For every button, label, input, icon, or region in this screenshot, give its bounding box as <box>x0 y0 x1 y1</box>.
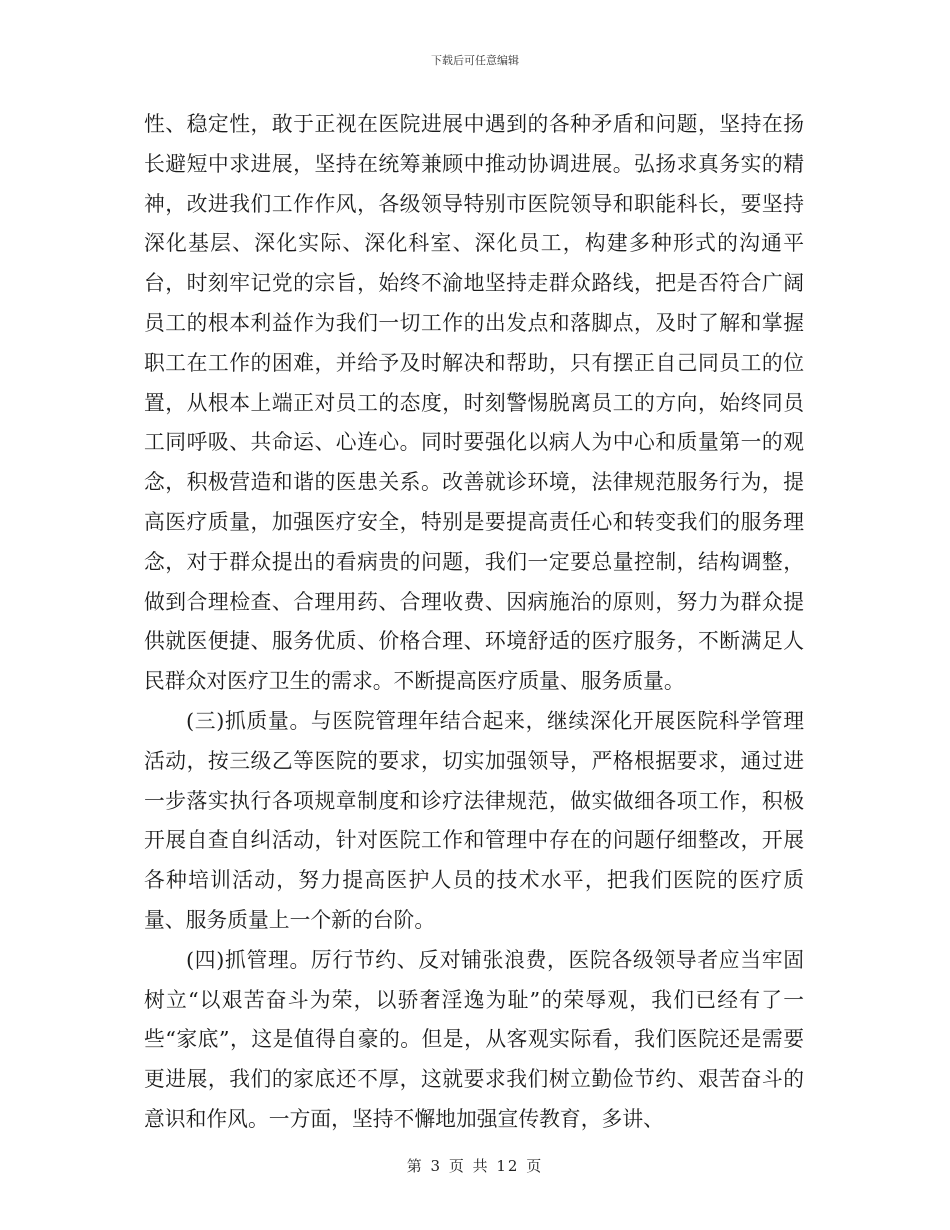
page-footer: 第 3 页 共 12 页 <box>406 1157 544 1175</box>
document-body <box>144 105 804 1140</box>
page-header-note: 下载后可任意编辑 <box>431 54 519 67</box>
paragraph-management: (四)抓管理。厉行节约、反对铺张浪费，医院各级领导者应当牢固树立“以艰苦奋斗为荣，以骄奢淫逸为耻”的荣辱观，我们已经有了一些“家底”，这是值得自豪的。但是，从客观实际看，我们医院还是需要更进展，我们的家底还不厚，这就要求我们树立勤俭节约、艰苦奋斗的意识和作风。一方面，坚持不懈地加强宣传教育，多讲、 <box>144 947 804 1131</box>
paragraph-continued: 性、稳定性，敢于正视在医院进展中遇到的各种矛盾和问题，坚持在扬长避短中求进展，坚持在统筹兼顾中推动协调进展。弘扬求真务实的精神，改进我们工作作风，各级领导特别市医院领导和职能科长，要坚持深化基层、深化实际、深化科室、深化员工，构建多种形式的沟通平台，时刻牢记党的宗旨，始终不渝地坚持走群众路线，把是否符合广阔员工的根本利益作为我们一切工作的出发点和落脚点，及时了解和掌握职工在工作的困难，并给予及时解决和帮助，只有摆正自己同员工的位置，从根本上端正对员工的态度，时刻警惕脱离员工的方向，始终同员工同呼吸、共命运、心连心。同时要强化以病人为中心和质量第一的观念，积极营造和谐的医患关系。改善就诊环境，法律规范服务行为，提高医疗质量，加强医疗安全，特别是要提高责任心和转变我们的服务理念，对于群众提出的看病贵的问题，我们一定要总量控制，结构调整，做到合理检查、合理用药、合理收费、因病施治的原则，努力为群众提供就医便捷、服务优质、价格合理、环境舒适的医疗服务，不断满足人民群众对医疗卫生的需求。不断提高医疗质量、服务质量。 <box>144 112 804 694</box>
paragraph-quality: (三)抓质量。与医院管理年结合起来，继续深化开展医院科学管理活动，按三级乙等医院的要求，切实加强领导，严格根据要求，通过进一步落实执行各项规章制度和诊疗法律规范，做实做细各项工作，积极开展自查自纠活动，针对医院工作和管理中存在的问题仔细整改，开展各种培训活动，努力提高医护人员的技术水平，把我们医院的医疗质量、服务质量上一个新的台阶。 <box>144 708 804 932</box>
